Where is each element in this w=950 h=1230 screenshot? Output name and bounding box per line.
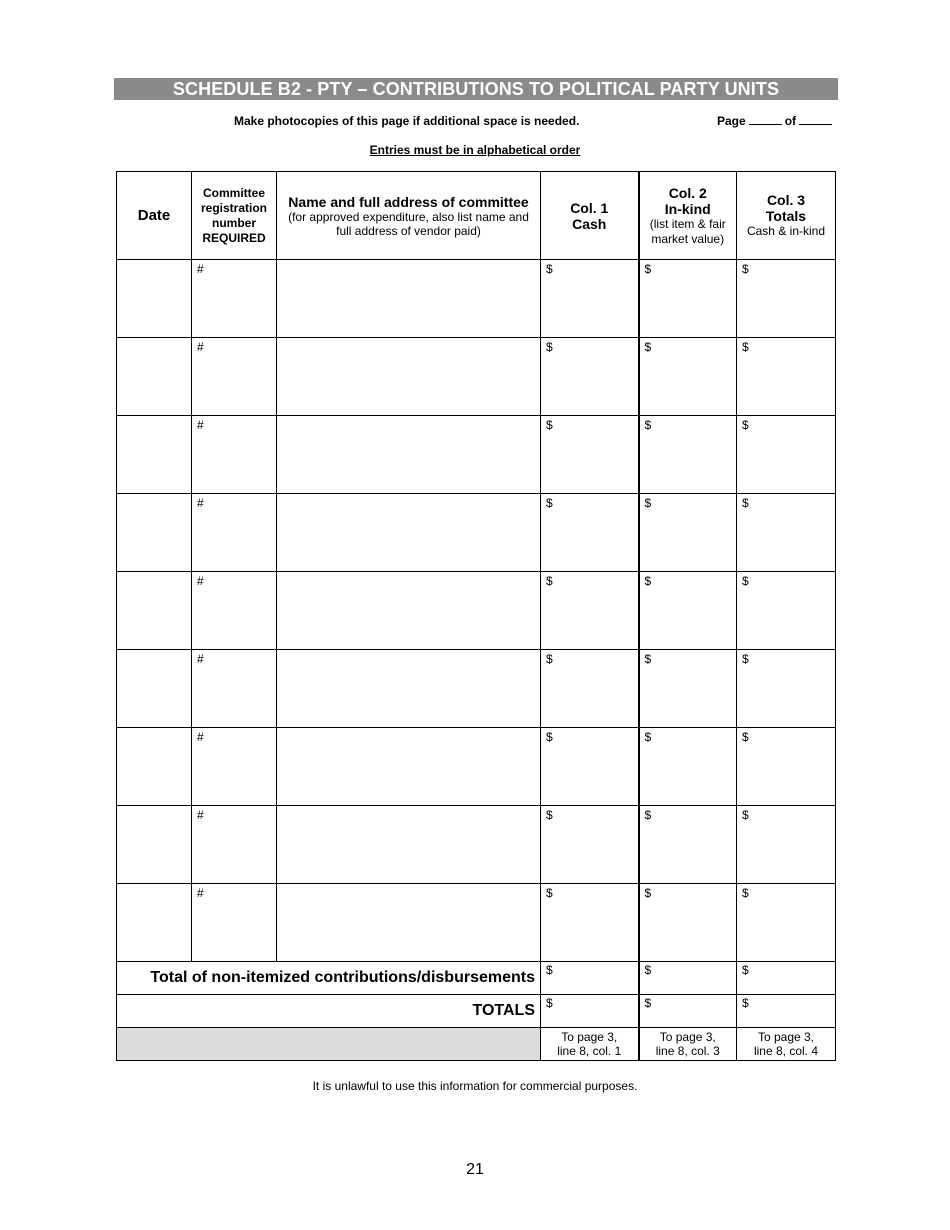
entry-col1-cash-cell[interactable]	[541, 416, 639, 494]
page-label: Page	[717, 114, 746, 128]
header-date: Date	[117, 172, 192, 260]
entry-registration-cell[interactable]	[192, 416, 277, 494]
entry-col2-inkind-cell[interactable]	[639, 338, 737, 416]
entry-col3-total-cell[interactable]	[737, 338, 836, 416]
entry-row	[117, 572, 836, 650]
entry-row	[117, 728, 836, 806]
nonitemized-label: Total of non-itemized contributions/disbursements	[117, 962, 541, 995]
entry-registration-cell[interactable]	[192, 338, 277, 416]
entry-registration-cell[interactable]	[192, 494, 277, 572]
entry-mark: $	[546, 340, 553, 354]
entry-mark: $	[644, 418, 652, 432]
nonitemized-col3[interactable]: $	[737, 962, 836, 995]
totals-col3[interactable]: $	[737, 995, 836, 1028]
entry-col1-cash-cell[interactable]	[541, 728, 639, 806]
entry-registration-cell[interactable]	[192, 260, 277, 338]
entry-mark: #	[197, 262, 204, 276]
entry-mark: $	[742, 574, 749, 588]
entry-mark: $	[742, 262, 749, 276]
header-registration: Committee registration number REQUIRED	[192, 172, 277, 260]
entry-mark: $	[546, 886, 553, 900]
reference-col2: To page 3, line 8, col. 3	[639, 1028, 737, 1061]
entry-row	[117, 260, 836, 338]
of-label: of	[784, 114, 797, 128]
entry-mark: #	[197, 808, 204, 822]
entry-name-address-cell[interactable]	[277, 416, 541, 494]
entry-col2-inkind-cell[interactable]	[639, 494, 737, 572]
entry-registration-cell[interactable]	[192, 806, 277, 884]
entry-col2-inkind-cell[interactable]	[639, 260, 737, 338]
entry-row	[117, 416, 836, 494]
header-col2-inkind: Col. 2 In-kind (list item & fair market value)	[639, 172, 737, 260]
entry-registration-cell[interactable]	[192, 572, 277, 650]
reference-col1: To page 3, line 8, col. 1	[541, 1028, 639, 1061]
entry-col1-cash-cell[interactable]	[541, 650, 639, 728]
entry-registration-cell[interactable]	[192, 728, 277, 806]
entry-col1-cash-cell[interactable]	[541, 338, 639, 416]
entry-mark: #	[197, 886, 204, 900]
entry-mark: $	[644, 574, 652, 588]
entry-mark: $	[644, 730, 652, 744]
entry-mark: $	[644, 652, 652, 666]
entry-row	[117, 650, 836, 728]
entry-col1-cash-cell[interactable]	[541, 806, 639, 884]
entry-registration-cell[interactable]	[192, 650, 277, 728]
entry-mark: $	[546, 730, 553, 744]
entry-registration-cell[interactable]	[192, 884, 277, 962]
reference-col3: To page 3, line 8, col. 4	[737, 1028, 836, 1061]
header-col1-cash: Col. 1 Cash	[541, 172, 639, 260]
entry-mark: $	[742, 652, 749, 666]
photocopy-instruction: Make photocopies of this page if additional space is needed.	[234, 114, 580, 128]
reference-shaded-cell	[117, 1028, 541, 1061]
entry-date-cell[interactable]	[117, 572, 192, 650]
entry-mark: $	[644, 808, 652, 822]
entry-mark: #	[197, 496, 204, 510]
entry-mark: #	[197, 652, 204, 666]
entry-col2-inkind-cell[interactable]	[639, 806, 737, 884]
entry-mark: #	[197, 730, 204, 744]
entry-name-address-cell[interactable]	[277, 494, 541, 572]
entry-name-address-cell[interactable]	[277, 884, 541, 962]
entry-mark: $	[644, 262, 652, 276]
entry-name-address-cell[interactable]	[277, 572, 541, 650]
entry-mark: $	[742, 730, 749, 744]
entry-mark: $	[546, 652, 553, 666]
entry-col3-total-cell[interactable]	[737, 416, 836, 494]
header-col3-totals: Col. 3 Totals Cash & in-kind	[737, 172, 836, 260]
commercial-use-notice: It is unlawful to use this information for commercial purposes.	[312, 1079, 638, 1093]
entry-col2-inkind-cell[interactable]	[639, 884, 737, 962]
totals-label: TOTALS	[117, 995, 541, 1028]
entry-col1-cash-cell[interactable]	[541, 260, 639, 338]
page-total-blank[interactable]	[799, 114, 832, 125]
entry-mark: $	[742, 340, 749, 354]
entry-name-address-cell[interactable]	[277, 806, 541, 884]
entry-mark: $	[644, 496, 652, 510]
entry-mark: $	[742, 886, 749, 900]
page-number-blank[interactable]	[749, 114, 782, 125]
entry-col3-total-cell[interactable]	[737, 650, 836, 728]
entry-col1-cash-cell[interactable]	[541, 494, 639, 572]
entry-col3-total-cell[interactable]	[737, 572, 836, 650]
entry-date-cell[interactable]	[117, 650, 192, 728]
entry-mark: #	[197, 340, 204, 354]
entry-col3-total-cell[interactable]	[737, 260, 836, 338]
entry-mark: $	[742, 418, 749, 432]
entry-mark: $	[546, 418, 553, 432]
nonitemized-row	[117, 962, 836, 995]
entry-date-cell[interactable]	[117, 728, 192, 806]
entry-mark: $	[644, 886, 652, 900]
entry-date-cell[interactable]	[117, 260, 192, 338]
alphabetical-order-note: Entries must be in alphabetical order	[369, 143, 581, 157]
entry-col2-inkind-cell[interactable]	[639, 572, 737, 650]
entry-row	[117, 884, 836, 962]
entry-name-address-cell[interactable]	[277, 338, 541, 416]
entry-col2-inkind-cell[interactable]	[639, 416, 737, 494]
entry-row	[117, 494, 836, 572]
entry-name-address-cell[interactable]	[277, 260, 541, 338]
entry-col2-inkind-cell[interactable]	[639, 728, 737, 806]
entry-date-cell[interactable]	[117, 884, 192, 962]
entry-row	[117, 806, 836, 884]
entry-mark: $	[546, 574, 553, 588]
entry-mark: #	[197, 574, 204, 588]
entry-date-cell[interactable]	[117, 494, 192, 572]
entry-row	[117, 338, 836, 416]
entry-date-cell[interactable]	[117, 416, 192, 494]
entry-name-address-cell[interactable]	[277, 728, 541, 806]
totals-row	[117, 995, 836, 1028]
entry-col2-inkind-cell[interactable]	[639, 650, 737, 728]
entry-col3-total-cell[interactable]	[737, 884, 836, 962]
entry-mark: $	[742, 496, 749, 510]
entry-mark: $	[546, 262, 553, 276]
page-of-field	[717, 114, 835, 128]
entry-mark: $	[546, 496, 553, 510]
totals-col1[interactable]: $	[541, 995, 639, 1028]
entry-mark: $	[742, 808, 749, 822]
entry-name-address-cell[interactable]	[277, 650, 541, 728]
page-number: 21	[466, 1161, 484, 1178]
entry-mark: #	[197, 418, 204, 432]
contributions-table	[116, 171, 836, 1061]
entry-mark: $	[644, 340, 652, 354]
nonitemized-col1[interactable]: $	[541, 962, 639, 995]
schedule-title: SCHEDULE B2 - PTY – CONTRIBUTIONS TO POLITICAL PARTY UNITS	[114, 78, 838, 100]
entry-date-cell[interactable]	[117, 806, 192, 884]
entry-mark: $	[546, 808, 553, 822]
entry-col3-total-cell[interactable]	[737, 806, 836, 884]
nonitemized-col2[interactable]: $	[639, 962, 737, 995]
entry-col3-total-cell[interactable]	[737, 494, 836, 572]
totals-col2[interactable]: $	[639, 995, 737, 1028]
reference-row	[117, 1028, 836, 1061]
entry-date-cell[interactable]	[117, 338, 192, 416]
entry-col1-cash-cell[interactable]	[541, 884, 639, 962]
header-name-address: Name and full address of committee (for approved expenditure, also list name and full address of vendor paid)	[277, 172, 541, 260]
entry-col1-cash-cell[interactable]	[541, 572, 639, 650]
entry-col3-total-cell[interactable]	[737, 728, 836, 806]
